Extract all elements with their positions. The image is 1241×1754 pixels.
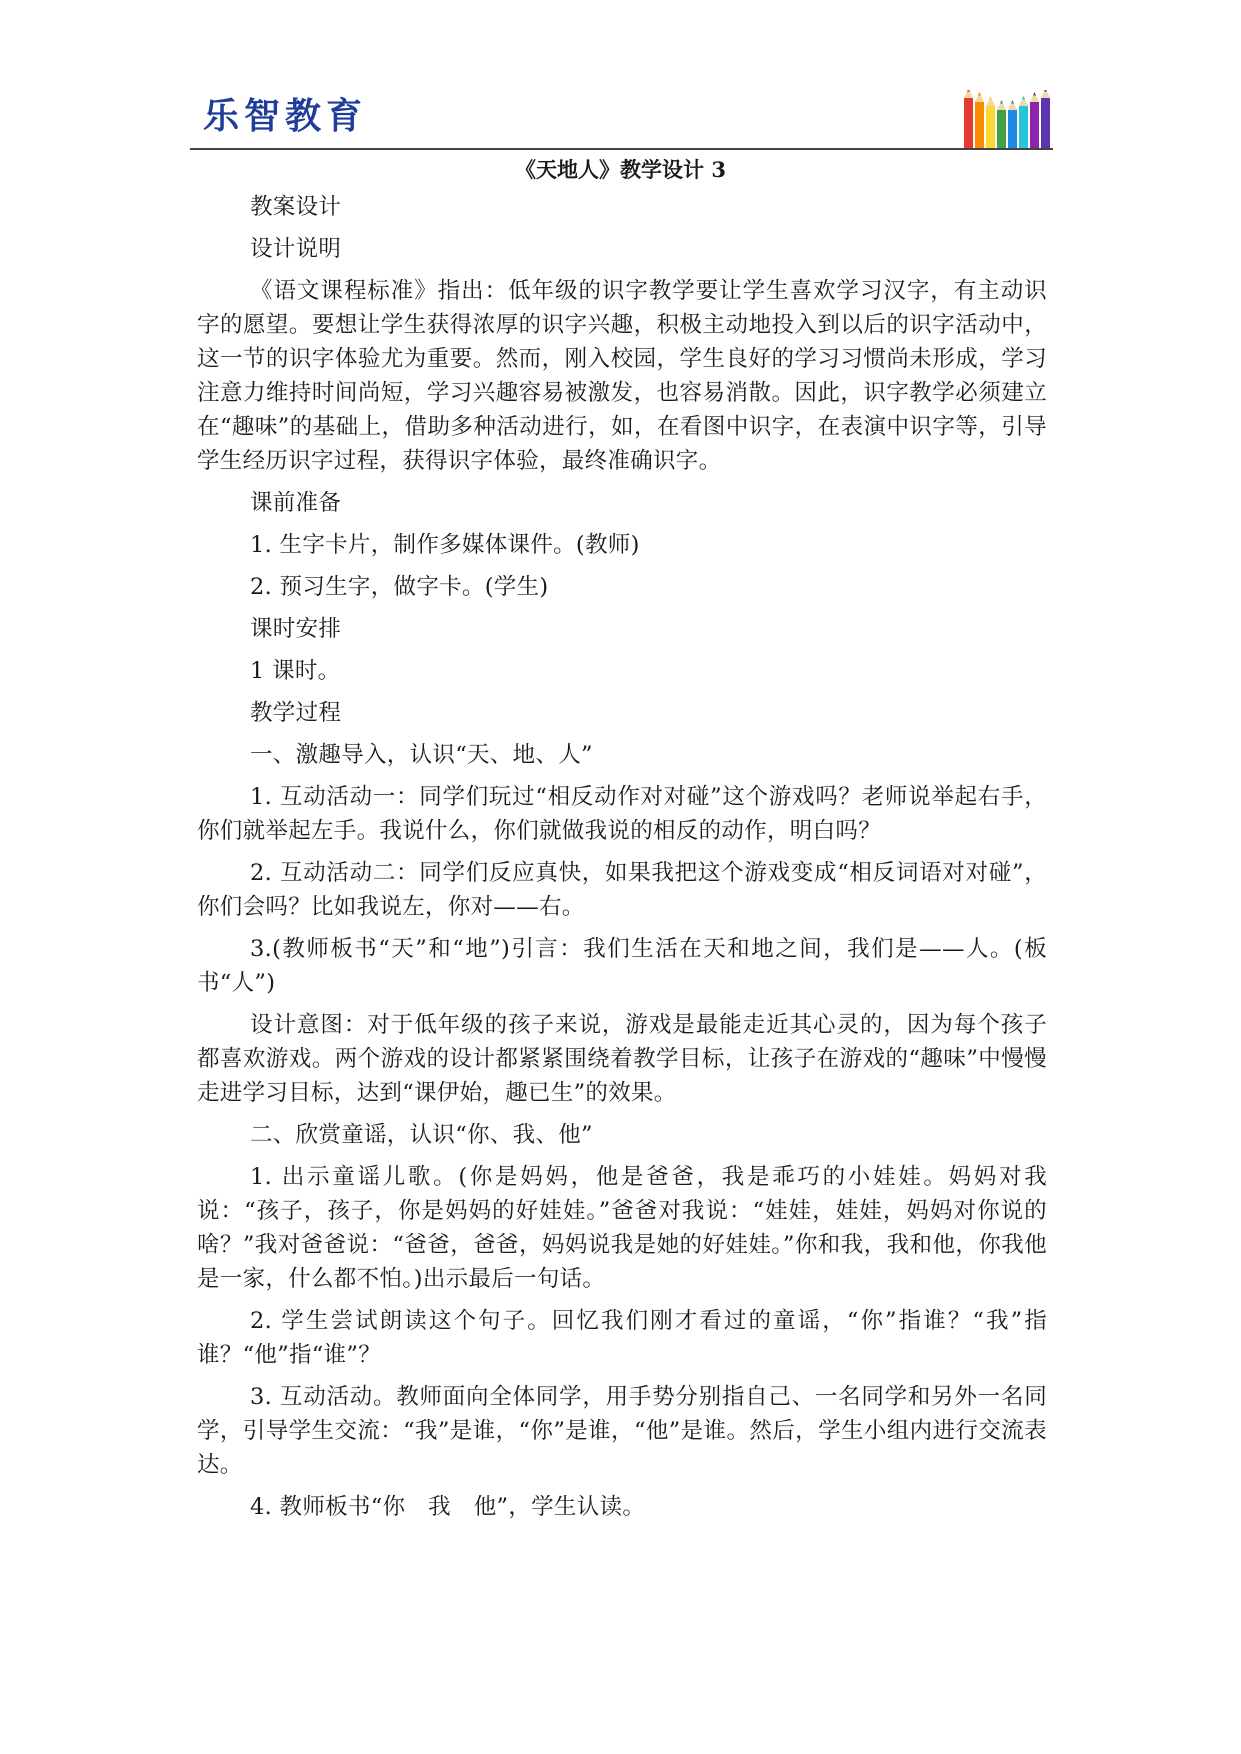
paragraph: 课时安排 <box>250 616 342 642</box>
paragraph: 3.(教师板书“天”和“地”)引言：我们生活在天和地之间，我们是——人。(板书“人”) <box>197 936 1047 996</box>
pencil-icon <box>1008 100 1017 148</box>
page-header <box>0 0 1241 160</box>
paragraph: 1. 互动活动一：同学们玩过“相反动作对对碰”这个游戏吗？老师说举起右手，你们就举起左手。我说什么，你们就做我说的相反的动作，明白吗？ <box>197 784 1047 844</box>
paragraph: 1. 生字卡片，制作多媒体课件。(教师) <box>250 532 640 558</box>
paragraph: 教案设计 <box>250 194 342 220</box>
paragraph: 4. 教师板书“你 我 他”，学生认读。 <box>250 1494 646 1520</box>
paragraph: 2. 学生尝试朗读这个句子。回忆我们刚才看过的童谣，“你”指谁？“我”指谁？“他”指“谁”？ <box>197 1308 1047 1368</box>
pencil-icon <box>1041 90 1050 148</box>
paragraph: 设计意图：对于低年级的孩子来说，游戏是最能走近其心灵的，因为每个孩子都喜欢游戏。两个游戏的设计都紧紧围绕着教学目标，让孩子在游戏的“趣味”中慢慢走进学习目标，达到“课伊始，趣已生”的效果。 <box>197 1012 1047 1106</box>
paragraph: 课前准备 <box>250 490 342 516</box>
header-divider <box>190 148 1053 150</box>
paragraph: 一、激趣导入，认识“天、地、人” <box>250 742 593 768</box>
paragraph: 3. 互动活动。教师面向全体同学，用手势分别指自己、一名同学和另外一名同学，引导学生交流：“我”是谁，“你”是谁，“他”是谁。然后，学生小组内进行交流表达。 <box>197 1384 1047 1478</box>
document-body <box>197 190 1047 1532</box>
pencil-icon <box>964 90 973 148</box>
page-title: 《天地人》教学设计 3 <box>515 157 726 182</box>
pencils-icon <box>960 90 1060 150</box>
paragraph: 1. 出示童谣儿歌。(你是妈妈，他是爸爸，我是乖巧的小娃娃。妈妈对我说：“孩子，孩子，你是妈妈的好娃娃。”爸爸对我说：“娃娃，娃娃，妈妈对你说的啥？”我对爸爸说：“爸爸，爸爸，妈妈说我是她的好娃娃。”你和我，我和他，你我他是一家，什么都不怕。)出示最后一句话。 <box>197 1164 1047 1292</box>
pencil-icon <box>1019 96 1028 148</box>
pencil-icon <box>986 96 995 148</box>
paragraph: 教学过程 <box>250 700 342 726</box>
pencil-icon <box>975 92 984 148</box>
pencil-icon <box>1030 92 1039 148</box>
paragraph: 《语文课程标准》指出：低年级的识字教学要让学生喜欢学习汉字，有主动识字的愿望。要想让学生获得浓厚的识字兴趣，积极主动地投入到以后的识字活动中，这一节的识字体验尤为重要。然而，刚入校园，学生良好的学习习惯尚未形成，学习注意力维持时间尚短，学习兴趣容易被激发，也容易消散。因此，识字教学必须建立在“趣味”的基础上，借助多种活动进行，如，在看图中识字，在表演中识字等，引导学生经历识字过程，获得识字体验，最终准确识字。 <box>197 278 1047 474</box>
logo-text: 乐智教育 <box>203 95 368 137</box>
paragraph: 2. 预习生字，做字卡。(学生) <box>250 574 549 600</box>
paragraph: 设计说明 <box>250 236 342 262</box>
paragraph: 二、欣赏童谣，认识“你、我、他” <box>250 1122 593 1148</box>
paragraph: 1 课时。 <box>250 658 341 684</box>
pencil-icon <box>997 100 1006 148</box>
paragraph: 2. 互动活动二：同学们反应真快，如果我把这个游戏变成“相反词语对对碰”，你们会吗？比如我说左，你对——右。 <box>197 860 1047 920</box>
